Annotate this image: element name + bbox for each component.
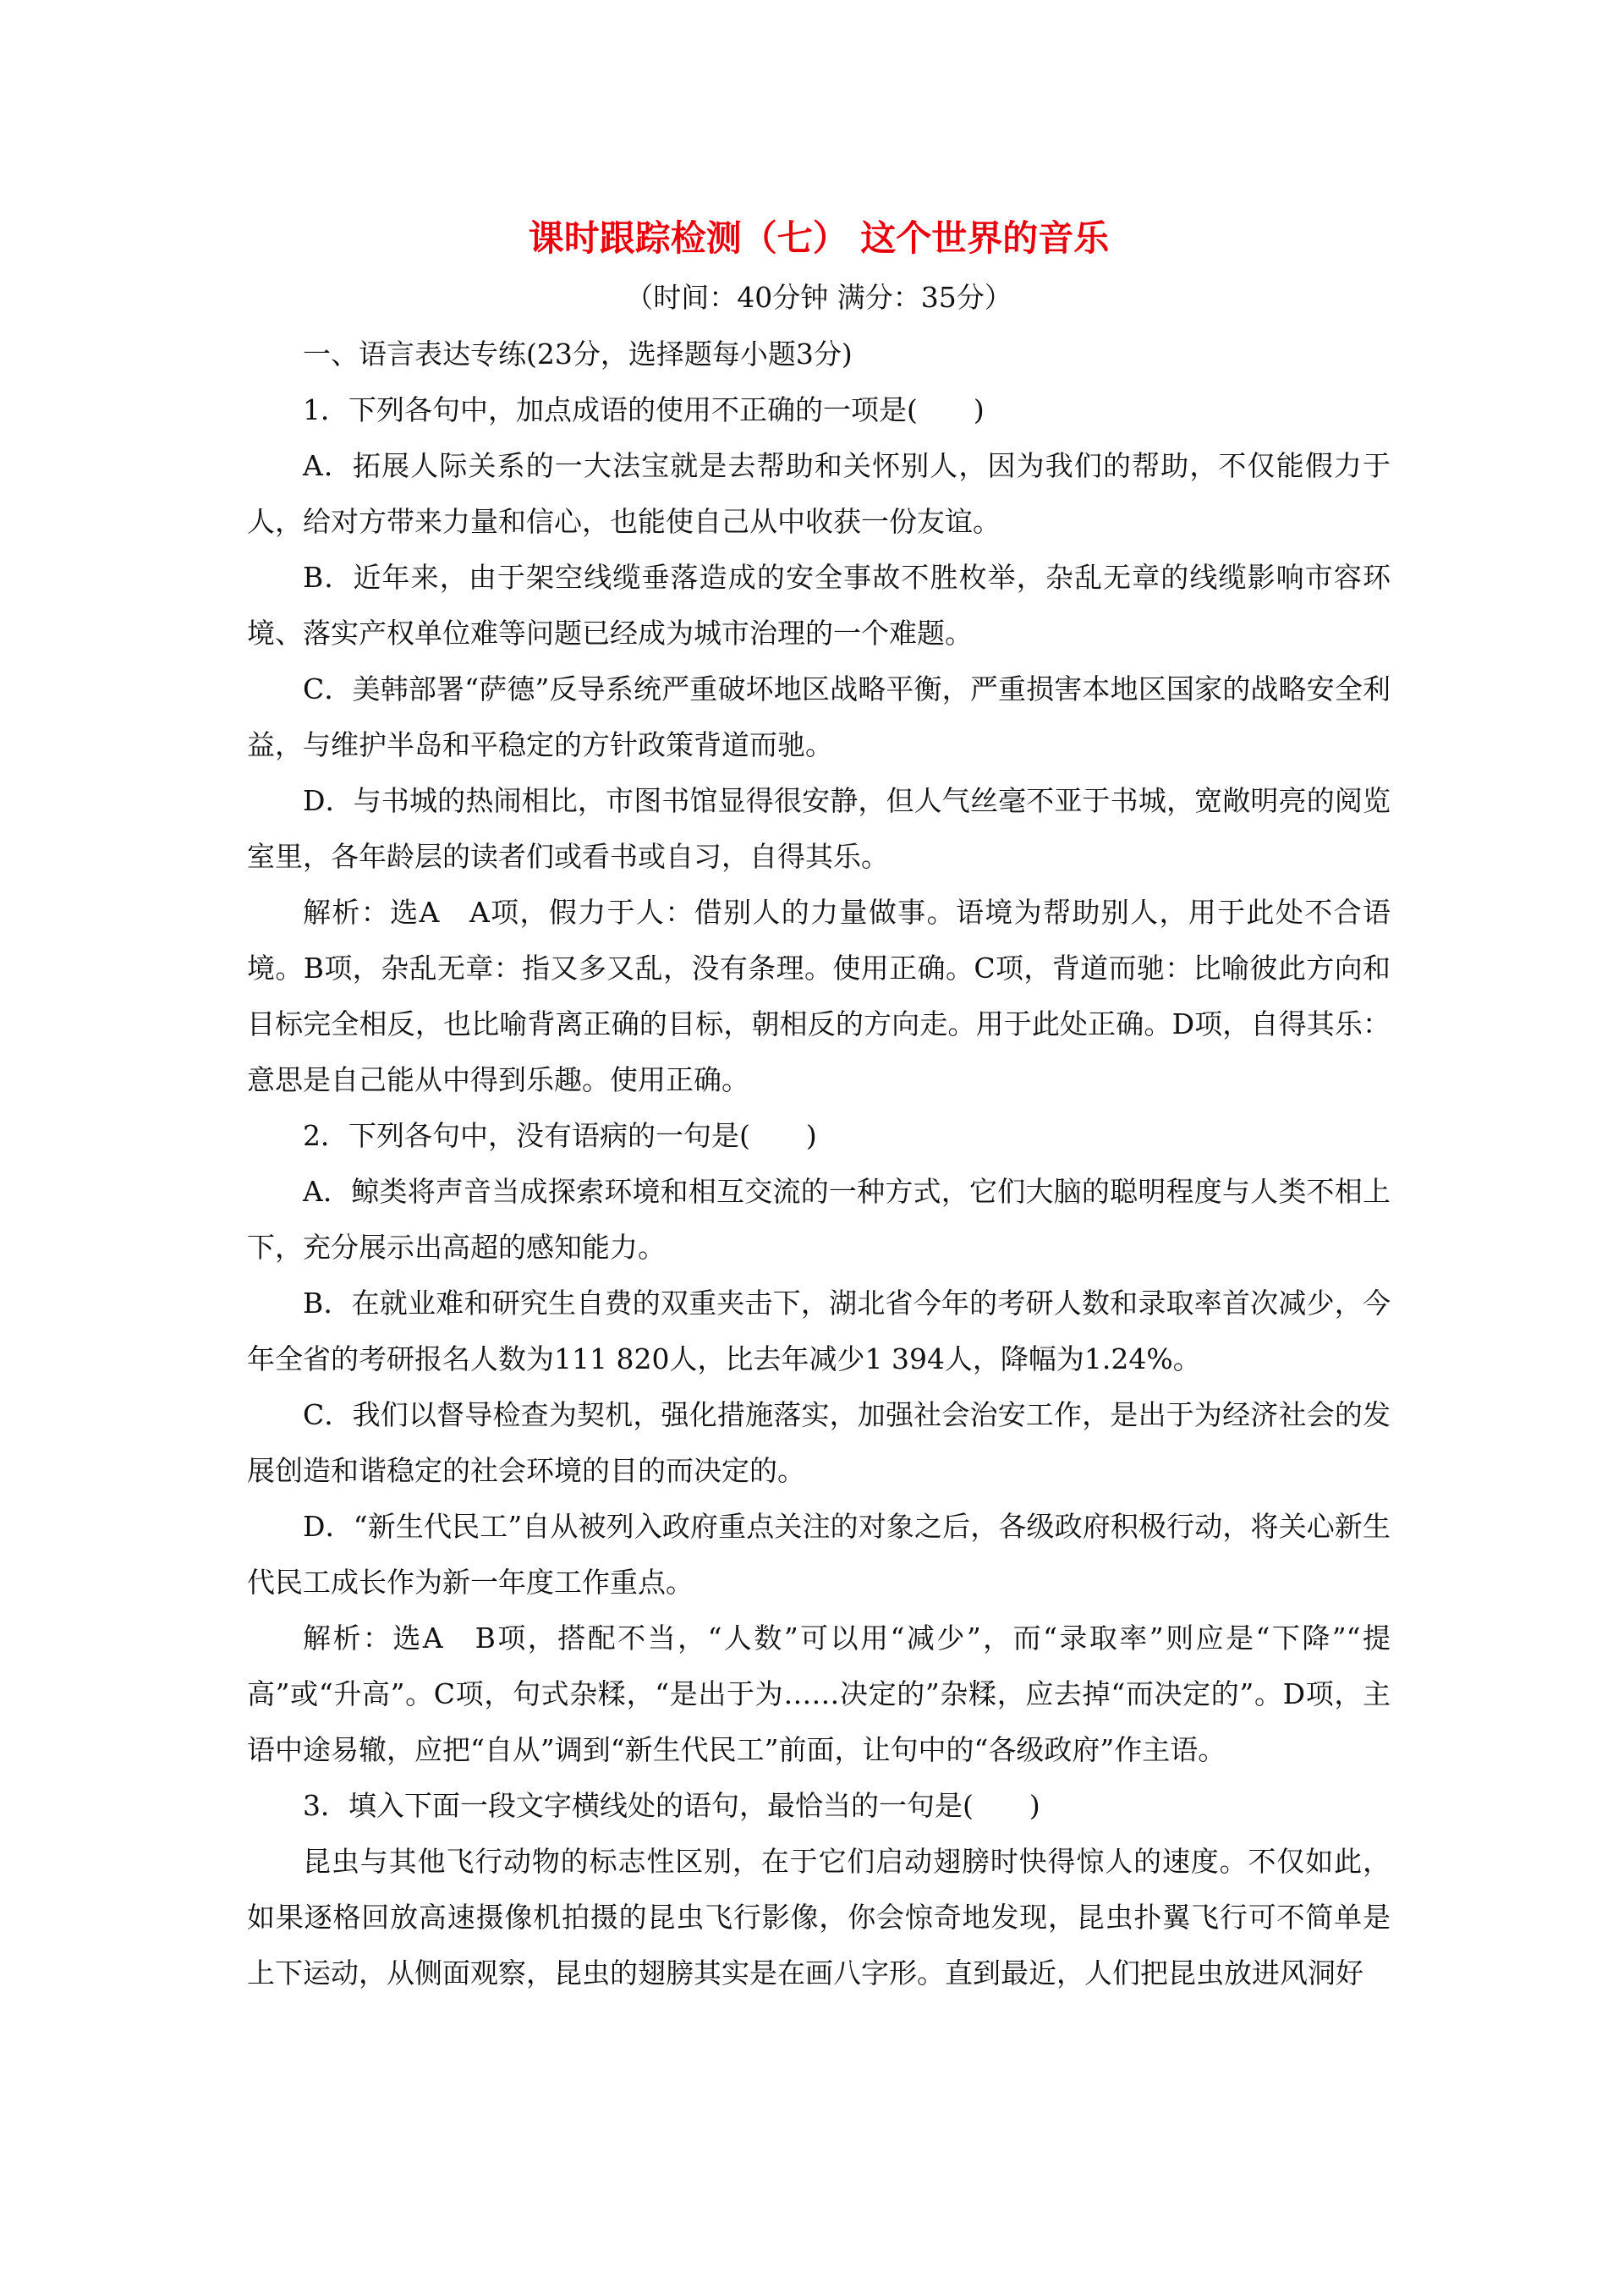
question-1-stem: 1．下列各句中，加点成语的使用不正确的一项是( ) bbox=[303, 393, 985, 426]
question-1-option-b: B．近年来，由于架空线缆垂落造成的安全事故不胜枚举，杂乱无章的线缆影响市容环境、落实产权单位难等问题已经成为城市治理的一个难题。 bbox=[247, 561, 1391, 650]
document-title: 课时跟踪检测（七） 这个世界的音乐 bbox=[528, 217, 1110, 259]
question-2-option-a: A．鲸类将声音当成探索环境和相互交流的一种方式，它们大脑的聪明程度与人类不相上下，充分展示出高超的感知能力。 bbox=[247, 1175, 1391, 1264]
question-3-passage: 昆虫与其他飞行动物的标志性区别，在于它们启动翅膀时快得惊人的速度。不仅如此，如果逐格回放高速摄像机拍摄的昆虫飞行影像，你会惊奇地发现，昆虫扑翼飞行可不简单是上下运动，从侧面观察，昆虫的翅膀其实是在画八字形。直到最近，人们把昆虫放进风洞好 bbox=[247, 1845, 1391, 1989]
exam-meta: （时间：40分钟 满分：35分） bbox=[625, 281, 1012, 314]
question-1-analysis: 解析：选A A项，假力于人：借别人的力量做事。语境为帮助别人，用于此处不合语境。B项，杂乱无章：指又多又乱，没有条理。使用正确。C项，背道而驰：比喻彼此方向和目标完全相反，也比喻背离正确的目标，朝相反的方向走。用于此处正确。D项，自得其乐：意思是自己能从中得到乐趣。使用正确。 bbox=[247, 896, 1391, 1096]
question-1-option-a: A．拓展人际关系的一大法宝就是去帮助和关怀别人，因为我们的帮助，不仅能假力于人，给对方带来力量和信心，也能使自己从中收获一份友谊。 bbox=[247, 449, 1391, 538]
question-1-option-d: D．与书城的热闹相比，市图书馆显得很安静，但人气丝毫不亚于书城，宽敞明亮的阅览室里，各年龄层的读者们或看书或自习，自得其乐。 bbox=[247, 784, 1391, 873]
question-3-stem: 3．填入下面一段文字横线处的语句，最恰当的一句是( ) bbox=[303, 1789, 1040, 1822]
question-2-stem: 2．下列各句中，没有语病的一句是( ) bbox=[303, 1119, 817, 1152]
question-1-option-c: C．美韩部署“萨德”反导系统严重破坏地区战略平衡，严重损害本地区国家的战略安全利益，与维护半岛和平稳定的方针政策背道而驰。 bbox=[247, 672, 1391, 761]
question-2-option-c: C．我们以督导检查为契机，强化措施落实，加强社会治安工作，是出于为经济社会的发展创造和谐稳定的社会环境的目的而决定的。 bbox=[247, 1398, 1391, 1487]
question-2-option-b: B．在就业难和研究生自费的双重夹击下，湖北省今年的考研人数和录取率首次减少，今年全省的考研报名人数为111 820人，比去年减少1 394人，降幅为1.24%。 bbox=[247, 1287, 1391, 1375]
question-2-analysis: 解析：选A B项，搭配不当，“人数”可以用“减少”，而“录取率”则应是“下降”“提高”或“升高”。C项，句式杂糅，“是出于为……决定的”杂糅，应去掉“而决定的”。D项，主语中途易辙，应把“自从”调到“新生代民工”前面，让句中的“各级政府”作主语。 bbox=[247, 1622, 1391, 1766]
document-page bbox=[247, 213, 1391, 2001]
section-heading: 一、语言表达专练(23分，选择题每小题3分) bbox=[303, 338, 853, 370]
question-2-option-d: D．“新生代民工”自从被列入政府重点关注的对象之后，各级政府积极行动，将关心新生代民工成长作为新一年度工作重点。 bbox=[247, 1510, 1391, 1599]
